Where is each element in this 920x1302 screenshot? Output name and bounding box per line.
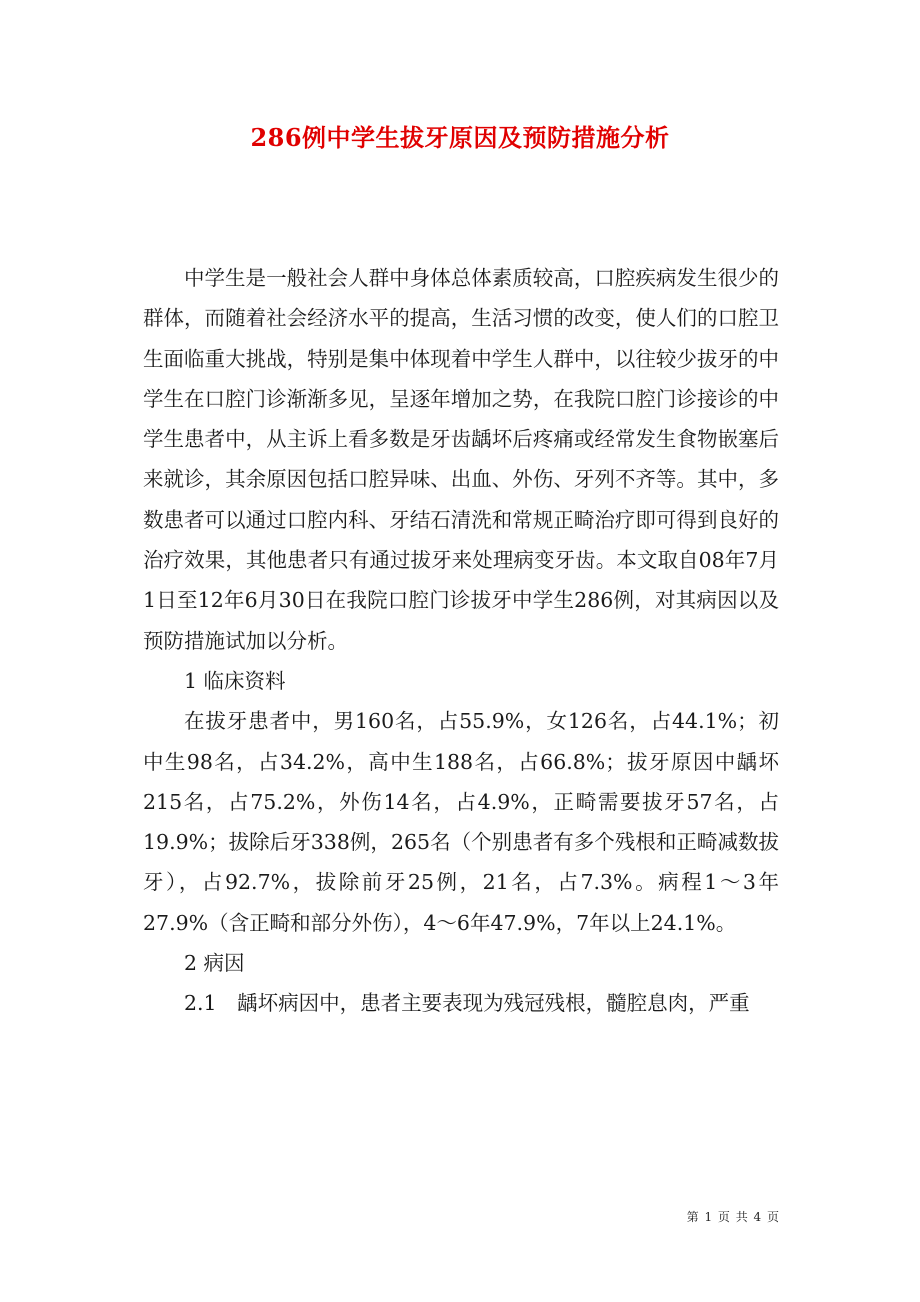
section-heading-etiology: 2 病因 [184, 951, 245, 976]
section-heading-clinical-data: 1 临床资料 [184, 668, 286, 693]
etiology-paragraph: 2.1 龋坏病因中，患者主要表现为残冠残根，髓腔息肉，严重 [184, 991, 750, 1016]
clinical-data-paragraph: 在拔牙患者中，男160名，占55.9%，女126名，占44.1%；初中生98名，占34.2%，高中生188名，占66.8%；拔牙原因中龋坏215名，占75.2%，外伤14名，占4.9%，正畸需要拔牙57名，占19.9%；拔除后牙338例，265名（个别患者有多个残根和正畸减数拔牙），占92.7%，拔除前牙25例，21名，占7.3%。病程1～3年27.9%（含正畸和部分外伤），4～6年47.9%，7年以上24.1%。 [143, 709, 779, 935]
document-body [143, 258, 779, 1024]
intro-paragraph: 中学生是一般社会人群中身体总体素质较高，口腔疾病发生很少的群体，而随着社会经济水平的提高，生活习惯的改变，使人们的口腔卫生面临重大挑战，特别是集中体现着中学生人群中，以往较少拔牙的中学生在口腔门诊渐渐多见，呈逐年增加之势，在我院口腔门诊接诊的中学生患者中，从主诉上看多数是牙齿龋坏后疼痛或经常发生食物嵌塞后来就诊，其余原因包括口腔异味、出血、外伤、牙列不齐等。其中，多数患者可以通过口腔内科、牙结石清洗和常规正畸治疗即可得到良好的治疗效果，其他患者只有通过拔牙来处理病变牙齿。本文取自08年7月1日至12年6月30日在我院口腔门诊拔牙中学生286例，对其病因以及预防措施试加以分析。 [143, 266, 779, 653]
document-title: 286例中学生拔牙原因及预防措施分析 [250, 123, 670, 152]
page-number-footer: 第 1 页 共 4 页 [686, 1210, 780, 1224]
